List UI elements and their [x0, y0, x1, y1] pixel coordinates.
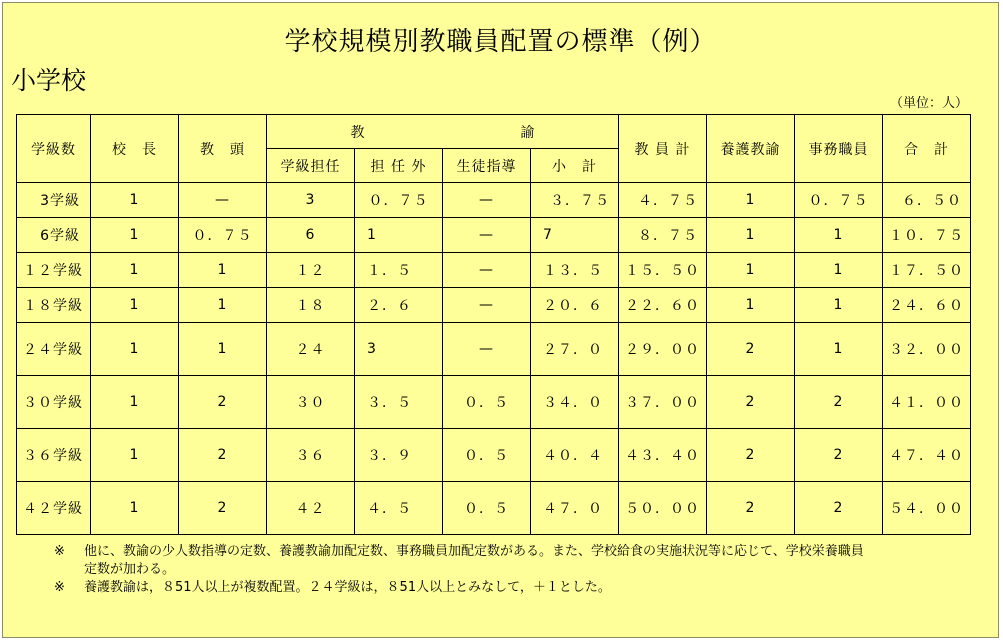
cell-total: １７．５０	[883, 253, 971, 288]
cell-grade: ３６学級	[17, 429, 91, 482]
cell-principal: 1	[91, 323, 179, 376]
footnote-text-line: 養護教諭は，８51人以上が複数配置。２４学級は，８51人以上とみなして，＋１とした。	[84, 580, 611, 595]
cell-student-guidance: —	[443, 253, 531, 288]
cell-nurse-teacher: 2	[707, 323, 795, 376]
cell-staff-total: ８．７５	[619, 218, 707, 253]
cell-subtotal: ４７．０	[531, 482, 619, 535]
cell-principal: 1	[91, 376, 179, 429]
header-teacher-group-right: 諭	[520, 124, 536, 141]
cell-homeroom: ３６	[267, 429, 355, 482]
cell-nurse-teacher: 2	[707, 429, 795, 482]
cell-total: ４１．００	[883, 376, 971, 429]
footnotes	[54, 543, 864, 597]
cell-non-homeroom: ３．５	[355, 376, 443, 429]
cell-subtotal: 7	[531, 218, 619, 253]
cell-vice-principal: ０．７５	[179, 218, 267, 253]
cell-vice-principal: 2	[179, 376, 267, 429]
cell-staff-total: ５０．００	[619, 482, 707, 535]
cell-vice-principal: 1	[179, 323, 267, 376]
cell-principal: 1	[91, 183, 179, 218]
cell-non-homeroom: ３．９	[355, 429, 443, 482]
cell-office-staff: 1	[795, 323, 883, 376]
cell-student-guidance: ０．５	[443, 376, 531, 429]
footnote	[54, 579, 864, 597]
cell-student-guidance: ０．５	[443, 429, 531, 482]
cell-staff-total: ３７．００	[619, 376, 707, 429]
cell-student-guidance: —	[443, 323, 531, 376]
cell-grade: １８学級	[17, 288, 91, 323]
cell-non-homeroom: ０．７５	[355, 183, 443, 218]
cell-staff-total: ２９．００	[619, 323, 707, 376]
cell-subtotal: ３４．０	[531, 376, 619, 429]
cell-total: ３２．００	[883, 323, 971, 376]
cell-total: ２４．６０	[883, 288, 971, 323]
cell-non-homeroom: ４．５	[355, 482, 443, 535]
cell-total: ４７．４０	[883, 429, 971, 482]
cell-staff-total: １５．５０	[619, 253, 707, 288]
cell-vice-principal: —	[179, 183, 267, 218]
cell-subtotal: ３．７５	[531, 183, 619, 218]
cell-vice-principal: 2	[179, 429, 267, 482]
cell-non-homeroom: １．５	[355, 253, 443, 288]
footnote-mark: ※	[54, 544, 65, 559]
cell-non-homeroom: ２．６	[355, 288, 443, 323]
cell-total: ５４．００	[883, 482, 971, 535]
cell-staff-total: ４．７５	[619, 183, 707, 218]
table-row	[17, 429, 971, 482]
cell-subtotal: ４０．４	[531, 429, 619, 482]
cell-non-homeroom: 1	[355, 218, 443, 253]
footnote-text-line: 他に、教諭の少人数指導の定数、養護教諭加配定数、事務職員加配定数がある。また、学校給食の実施状況等に応じて、学校栄養職員	[84, 544, 864, 559]
footnote-text-line: 定数が加わる。	[84, 562, 176, 577]
cell-nurse-teacher: 1	[707, 253, 795, 288]
cell-nurse-teacher: 1	[707, 288, 795, 323]
table-row	[17, 376, 971, 429]
cell-office-staff: 1	[795, 288, 883, 323]
cell-student-guidance: ０．５	[443, 482, 531, 535]
header-teacher-group-left: 教	[350, 124, 366, 141]
header-office-staff: 事務職員	[795, 115, 883, 183]
header-grade: 学級数	[17, 115, 91, 183]
cell-office-staff: 1	[795, 218, 883, 253]
cell-office-staff: 1	[795, 253, 883, 288]
cell-homeroom: １２	[267, 253, 355, 288]
cell-grade: 3学級	[17, 183, 91, 218]
header-student-guidance: 生徒指導	[443, 149, 531, 183]
cell-nurse-teacher: 2	[707, 376, 795, 429]
cell-office-staff: 2	[795, 429, 883, 482]
header-principal: 校 長	[91, 115, 179, 183]
cell-homeroom: ２４	[267, 323, 355, 376]
cell-homeroom: ３０	[267, 376, 355, 429]
page-title: 学校規模別教職員配置の標準（例）	[284, 27, 717, 57]
cell-principal: 1	[91, 253, 179, 288]
cell-grade: ４２学級	[17, 482, 91, 535]
cell-homeroom: 3	[267, 183, 355, 218]
cell-grade: 6学級	[17, 218, 91, 253]
cell-vice-principal: 1	[179, 253, 267, 288]
cell-office-staff: 2	[795, 482, 883, 535]
cell-homeroom: 6	[267, 218, 355, 253]
table-row	[17, 183, 971, 218]
unit-note: （単位：人）	[889, 96, 968, 111]
cell-nurse-teacher: 2	[707, 482, 795, 535]
cell-student-guidance: —	[443, 218, 531, 253]
cell-principal: 1	[91, 482, 179, 535]
cell-homeroom: １８	[267, 288, 355, 323]
school-type-heading: 小学校	[11, 66, 87, 95]
footnote-mark: ※	[54, 580, 65, 595]
header-homeroom: 学級担任	[267, 149, 355, 183]
cell-staff-total: ４３．４０	[619, 429, 707, 482]
cell-nurse-teacher: 1	[707, 218, 795, 253]
cell-grade: １２学級	[17, 253, 91, 288]
header-total: 合 計	[883, 115, 971, 183]
header-non-homeroom: 担 任 外	[355, 149, 443, 183]
cell-student-guidance: —	[443, 288, 531, 323]
header-teacher-group	[267, 115, 619, 149]
table-row	[17, 482, 971, 535]
cell-subtotal: ２７．０	[531, 323, 619, 376]
header-staff-total: 教 員 計	[619, 115, 707, 183]
cell-grade: ２４学級	[17, 323, 91, 376]
cell-subtotal: ２０．６	[531, 288, 619, 323]
header-vice-principal: 教 頭	[179, 115, 267, 183]
staffing-table	[16, 114, 971, 535]
cell-total: ６．５０	[883, 183, 971, 218]
cell-office-staff: 2	[795, 376, 883, 429]
table-row	[17, 218, 971, 253]
cell-grade: ３０学級	[17, 376, 91, 429]
cell-nurse-teacher: 1	[707, 183, 795, 218]
cell-principal: 1	[91, 218, 179, 253]
cell-homeroom: ４２	[267, 482, 355, 535]
table-row	[17, 253, 971, 288]
cell-office-staff: ０．７５	[795, 183, 883, 218]
cell-student-guidance: —	[443, 183, 531, 218]
header-subtotal: 小 計	[531, 149, 619, 183]
table-row	[17, 288, 971, 323]
table-row	[17, 323, 971, 376]
header-nurse-teacher: 養護教諭	[707, 115, 795, 183]
cell-non-homeroom: 3	[355, 323, 443, 376]
cell-subtotal: １３．５	[531, 253, 619, 288]
cell-staff-total: ２２．６０	[619, 288, 707, 323]
footnote	[54, 543, 864, 579]
cell-vice-principal: 1	[179, 288, 267, 323]
cell-principal: 1	[91, 429, 179, 482]
cell-total: １０．７５	[883, 218, 971, 253]
cell-principal: 1	[91, 288, 179, 323]
cell-vice-principal: 2	[179, 482, 267, 535]
